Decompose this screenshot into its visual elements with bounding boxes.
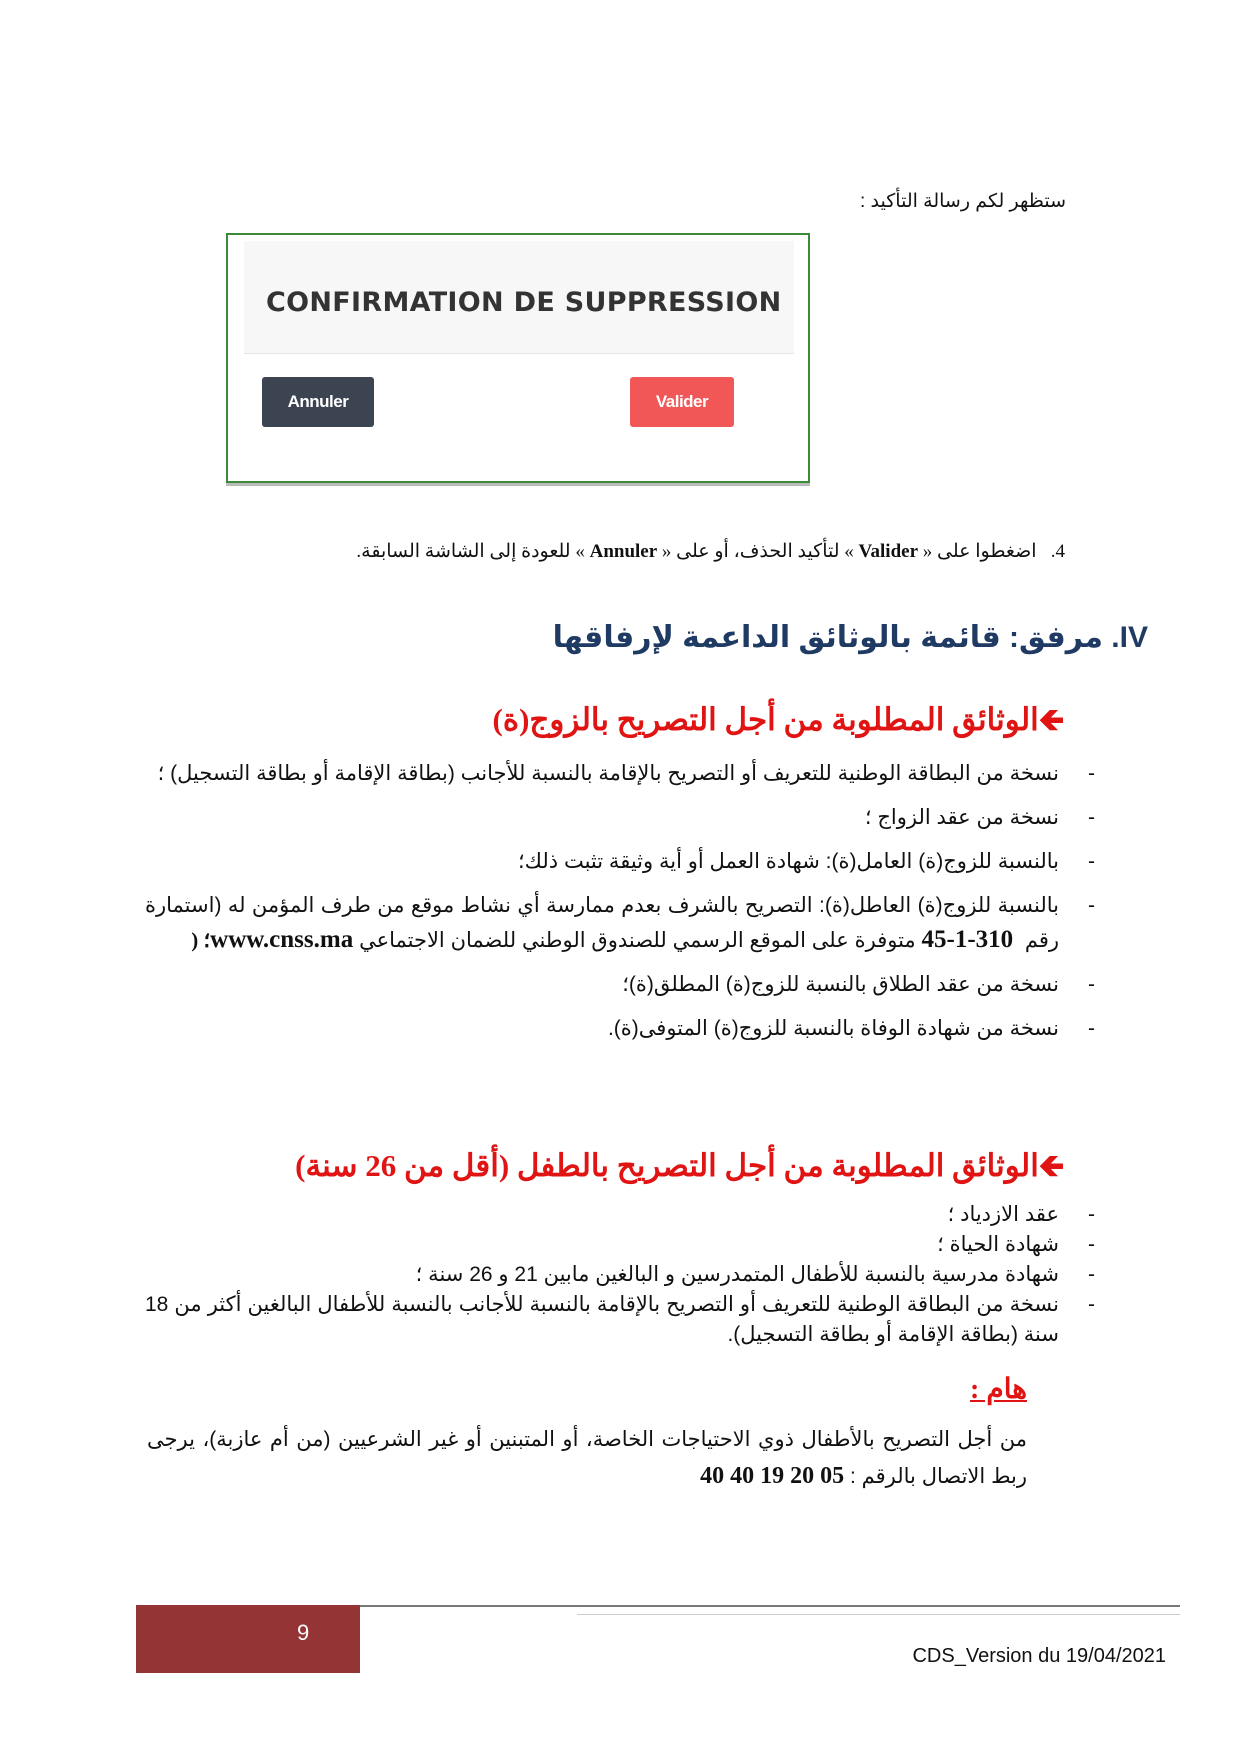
arrow-left-icon: 🡸 bbox=[1038, 702, 1064, 737]
phone-number: 05 20 19 40 40 bbox=[700, 1463, 845, 1489]
footer-divider-thin bbox=[577, 1614, 1180, 1615]
important-note bbox=[147, 1422, 1027, 1495]
valider-term: Valider bbox=[858, 541, 919, 562]
list-item: - بالنسبة للزوج(ة) العامل(ة): شهادة العمل أو أية وثيقة تثبت ذلك؛ bbox=[145, 845, 1095, 879]
important-label: هام : bbox=[970, 1374, 1027, 1405]
dash-bullet-icon: - bbox=[1088, 973, 1095, 996]
list-item: - شهادة مدرسية بالنسبة للأطفال المتمدرسين و البالغين مابين 21 و 26 سنة ؛ bbox=[145, 1260, 1095, 1290]
step-text-2: » لتأكيد الحذف، أو على « bbox=[661, 541, 854, 562]
validate-button[interactable]: Valider bbox=[630, 377, 734, 427]
page-number: 9 bbox=[297, 1620, 310, 1645]
spouse-documents-list bbox=[145, 757, 1095, 1056]
spouse-heading-text: الوثائق المطلوبة من أجل التصريح بالزوج(ة) bbox=[492, 702, 1039, 737]
step-4-instruction bbox=[356, 540, 1065, 563]
spouse-section-heading bbox=[493, 697, 1065, 750]
dash-bullet-icon: - bbox=[1088, 850, 1095, 873]
list-item: - نسخة من عقد الطلاق بالنسبة للزوج(ة) المطلق(ة)؛ bbox=[145, 968, 1095, 1002]
list-item: - بالنسبة للزوج(ة) العاطل(ة): التصريح بالشرف بعدم ممارسة أي نشاط موقع من طرف المؤمن له (استمارة رقم 310-1-45 متوفرة على الموقع الرسمي للصندوق الوطني للضمان الاجتماعي www.cnss.ma؛ ( bbox=[145, 889, 1095, 958]
annuler-term: Annuler bbox=[589, 541, 658, 562]
dash-bullet-icon: - bbox=[1088, 1263, 1095, 1286]
footer-divider bbox=[360, 1605, 1180, 1607]
dash-bullet-icon: - bbox=[1088, 1233, 1095, 1256]
arrow-left-icon: 🡸 bbox=[1038, 1148, 1064, 1183]
website-link[interactable]: www.cnss.ma bbox=[210, 926, 354, 953]
child-section-heading bbox=[295, 1143, 1064, 1196]
step-number: 4. bbox=[1050, 541, 1065, 562]
dash-bullet-icon: - bbox=[1088, 762, 1095, 785]
child-heading-text: الوثائق المطلوبة من أجل التصريح بالطفل (أقل من 26 سنة) bbox=[295, 1148, 1039, 1183]
step-text-3: » للعودة إلى الشاشة السابقة. bbox=[356, 541, 585, 562]
step-text-1: اضغطوا على « bbox=[922, 541, 1037, 562]
list-item: - عقد الازدياد ؛ bbox=[145, 1200, 1095, 1230]
dash-bullet-icon: - bbox=[1088, 1017, 1095, 1040]
dialog-header bbox=[244, 241, 794, 354]
list-item: - نسخة من شهادة الوفاة بالنسبة للزوج(ة) المتوفى(ة). bbox=[145, 1012, 1095, 1046]
list-item: - نسخة من البطاقة الوطنية للتعريف أو التصريح بالإقامة بالنسبة للأجانب بالنسبة للأطفال البالغين أكثر من 18 سنة (بطاقة الإقامة أو بطاقة التسجيل). bbox=[145, 1290, 1095, 1350]
confirmation-dialog-screenshot bbox=[226, 233, 810, 483]
form-number: 310-1-45 bbox=[921, 926, 1014, 953]
list-item: - نسخة من البطاقة الوطنية للتعريف أو التصريح بالإقامة بالنسبة للأجانب (بطاقة الإقامة أو بطاقة التسجيل) ؛ bbox=[145, 757, 1095, 791]
footer-version: CDS_Version du 19/04/2021 bbox=[912, 1645, 1166, 1667]
dash-bullet-icon: - bbox=[1088, 806, 1095, 829]
dash-bullet-icon: - bbox=[1088, 894, 1095, 917]
important-text: من أجل التصريح بالأطفال ذوي الاحتياجات الخاصة، أو المتبنين أو غير الشرعيين (من أم عازبة)، يرجى ربط الاتصال بالرقم : bbox=[147, 1428, 1027, 1488]
list-item: - شهادة الحياة ؛ bbox=[145, 1230, 1095, 1260]
cancel-button[interactable]: Annuler bbox=[262, 377, 374, 427]
child-documents-list bbox=[145, 1200, 1095, 1350]
dash-bullet-icon: - bbox=[1088, 1293, 1095, 1316]
footer-page-box bbox=[136, 1605, 360, 1673]
list-item: - نسخة من عقد الزواج ؛ bbox=[145, 801, 1095, 835]
dash-bullet-icon: - bbox=[1088, 1203, 1095, 1226]
annex-title: IV. مرفق: قائمة بالوثائق الداعمة لإرفاقها bbox=[552, 621, 1148, 654]
intro-text: ستظهر لكم رسالة التأكيد : bbox=[859, 191, 1066, 212]
dialog-title: CONFIRMATION DE SUPPRESSION bbox=[266, 287, 782, 318]
